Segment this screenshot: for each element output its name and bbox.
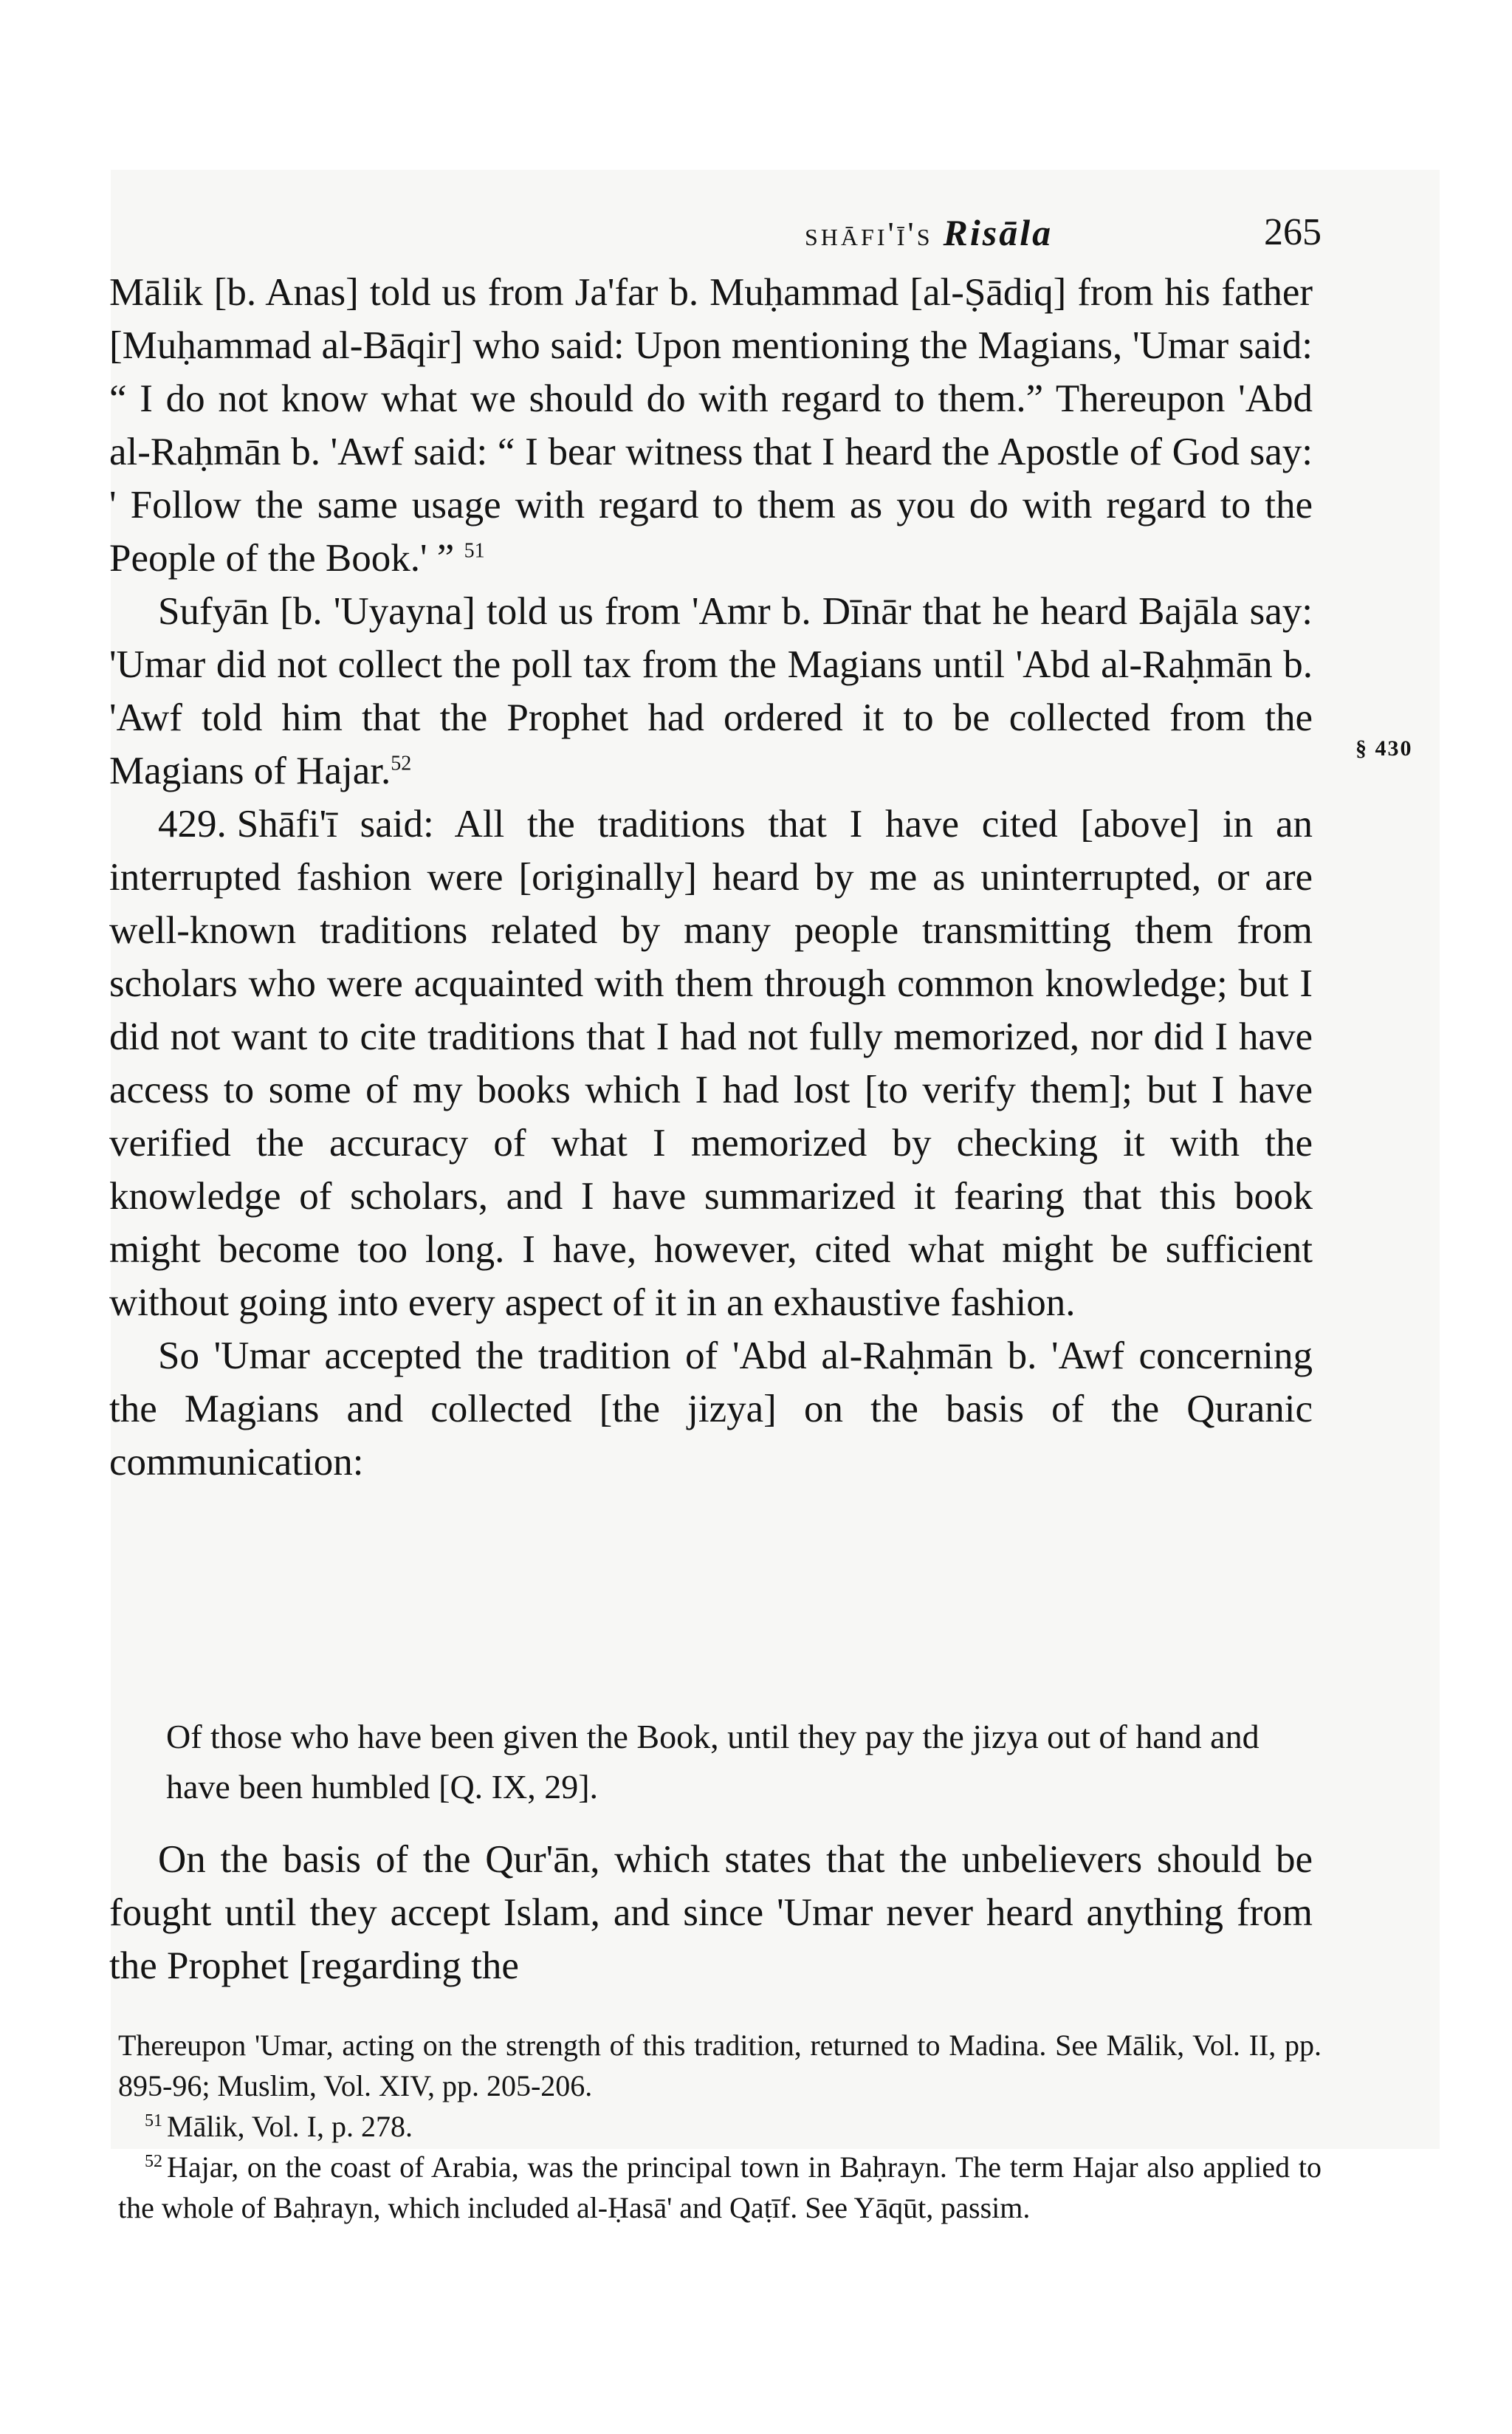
footnote-52	[118, 2147, 1322, 2228]
footnote-ref-52: 52	[391, 752, 412, 775]
footnote-51-text: Mālik, Vol. I, p. 278.	[167, 2110, 413, 2143]
footnote-52-text: Hajar, on the coast of Arabia, was the principal town in Baḥrayn. The term Hajar also applied to the whole of Baḥrayn, which included al-Ḥasā' and Qaṭīf. See Yāqūt, passim.	[118, 2150, 1322, 2224]
paragraph-number: 429.	[158, 803, 227, 846]
footnote-51	[118, 2106, 1322, 2147]
paragraph-429-text: Shāfi'ī said: All the traditions that I have cited [above] in an interrupted fashion were [originally] heard by me as uninterrupted, or are well-known traditions related by many people transmitting them from scholars who were acquainted with them through common knowledge; but I did not want to cite traditions that I had not fully memorized, nor did I have access to some of my books which I had lost [to verify them]; but I have verified the accuracy of what I memorized by checking it with the knowledge of scholars, and I have summarized it fearing that this book might become too long. I have, however, cited what might be sufficient without going into every aspect of it in an exhaustive fashion.	[109, 803, 1313, 1324]
footnote-continuation: Thereupon 'Umar, acting on the strength of this tradition, returned to Madina. See Mālik, Vol. II, pp. 895-96; Muslim, Vol. XIV, pp. 205-206.	[118, 2029, 1322, 2102]
running-title-author: shāfi'ī's	[805, 215, 933, 253]
paragraph-sufyan-text: Sufyān [b. 'Uyayna] told us from 'Amr b. Dīnār that he heard Bajāla say: 'Umar did not collect the poll tax from the Magians until 'Abd al-Raḥmān b. 'Awf told him that the Prophet had ordered it to be collected from the Magians of Hajar.	[109, 590, 1313, 792]
paragraph-malik	[109, 266, 1313, 585]
quranic-quotation	[166, 1712, 1318, 1812]
paragraph-429	[109, 798, 1313, 1329]
paragraph-umar-text: So 'Umar accepted the tradition of 'Abd al-Raḥmān b. 'Awf concerning the Magians and collected [the jizya] on the basis of the Quranic communication:	[109, 1334, 1313, 1484]
footnote-52-mark: 52	[145, 2151, 162, 2171]
footnote-ref-51: 51	[464, 539, 485, 563]
paragraph-malik-text: Mālik [b. Anas] told us from Ja'far b. Muḥammad [al-Ṣādiq] from his father [Muḥammad al-Bāqir] who said: Upon mentioning the Magians, 'Umar said: “ I do not know what we should do with regard to them.” Thereupon 'Abd al-Raḥmān b. 'Awf said: “ I bear witness that I heard the Apostle of God say: ' Follow the same usage with regard to them as you do with regard to the People of the Book.' ”	[109, 271, 1313, 580]
paragraph-sufyan	[109, 585, 1313, 798]
running-title	[805, 207, 1053, 260]
main-text	[109, 266, 1313, 1489]
paragraph-after-quote	[109, 1833, 1313, 1992]
running-title-work: Risāla	[943, 212, 1054, 253]
footnotes	[118, 2025, 1322, 2228]
paragraph-umar	[109, 1329, 1313, 1489]
page-number: 265	[1264, 211, 1322, 253]
quotation-text: Of those who have been given the Book, until they pay the jizya out of hand and have been humbled [Q. IX, 29].	[166, 1718, 1260, 1806]
running-header	[805, 207, 1322, 258]
margin-section-marker: § 430	[1355, 736, 1413, 761]
paragraph-after-quote-text: On the basis of the Qur'ān, which states that the unbelievers should be fought until they accept Islam, and since 'Umar never heard anything from the Prophet [regarding the	[109, 1838, 1313, 1987]
footnote-51-mark: 51	[145, 2111, 162, 2130]
